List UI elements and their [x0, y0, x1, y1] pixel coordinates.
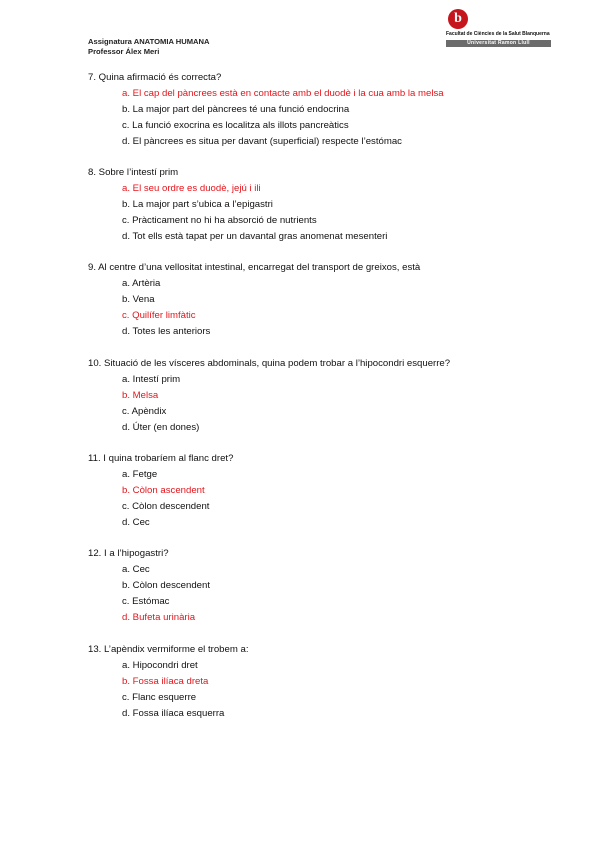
question-text: 12. I a l’hipogastri?: [88, 548, 169, 559]
answer-option: c. Estómac: [122, 596, 170, 607]
answer-option: c. Pràcticament no hi ha absorció de nutrients: [122, 215, 317, 226]
subject-line: Assignatura ANATOMIA HUMANA: [88, 37, 210, 46]
question-text: 13. L’apèndix vermiforme el trobem a:: [88, 644, 249, 655]
answer-option: d. Tot ells està tapat per un davantal gras anomenat mesenteri: [122, 231, 388, 242]
answer-option: c. La funció exocrina es localitza als illots pancreàtics: [122, 120, 349, 131]
question-text: 9. Al centre d’una vellositat intestinal, encarregat del transport de greixos, està: [88, 262, 421, 273]
answer-option: a. Cec: [122, 564, 150, 575]
logo-university-bar: Universitat Ramon Llull: [446, 40, 551, 47]
answer-option: d. El pàncrees es situa per davant (superficial) respecte l’estómac: [122, 136, 402, 147]
answer-option: b. La major part s’ubica a l’epigastri: [122, 199, 273, 210]
logo-emblem: b: [448, 9, 468, 29]
answer-option: d. Úter (en dones): [122, 422, 200, 433]
answer-option: d. Fossa ilíaca esquerra: [122, 708, 225, 719]
answer-option-correct: c. Quilífer limfàtic: [122, 310, 196, 321]
question-text: 7. Quina afirmació és correcta?: [88, 72, 222, 83]
answer-option-correct: a. El cap del pàncrees està en contacte amb el duodè i la cua amb la melsa: [122, 88, 444, 99]
answer-option: c. Flanc esquerre: [122, 692, 197, 703]
answer-option-correct: d. Bufeta urinària: [122, 612, 196, 623]
answer-option: b. Vena: [122, 294, 155, 305]
answer-option: c. Còlon descendent: [122, 501, 210, 512]
question-text: 10. Situació de les vísceres abdominals, quina podem trobar a l’hipocondri esquerre?: [88, 358, 451, 369]
answer-option: d. Totes les anteriors: [122, 326, 211, 337]
answer-option: a. Hipocondri dret: [122, 660, 198, 671]
answer-option-correct: b. Melsa: [122, 390, 159, 401]
answer-option-correct: b. Còlon ascendent: [122, 485, 205, 496]
document-header: [88, 37, 210, 57]
answer-option: b. La major part del pàncrees té una funció endocrina: [122, 104, 350, 115]
answer-option: d. Cec: [122, 517, 150, 528]
question-text: 8. Sobre l’intestí prim: [88, 167, 179, 178]
answer-option: b. Còlon descendent: [122, 580, 211, 591]
question-text: 11. I quina trobaríem al flanc dret?: [88, 453, 234, 464]
answer-option: a. Artèria: [122, 278, 161, 289]
answer-option-correct: b. Fossa ilíaca dreta: [122, 676, 209, 687]
professor-line: Professor Álex Meri: [88, 47, 160, 56]
answer-option: c. Apèndix: [122, 406, 167, 417]
logo-faculty-name: Facultat de Ciències de la Salut Blanquerna: [446, 31, 550, 37]
answer-option: a. Intestí prim: [122, 374, 181, 385]
answer-option: a. Fetge: [122, 469, 158, 480]
answer-option-correct: a. El seu ordre es duodè, jejú i ili: [122, 183, 261, 194]
